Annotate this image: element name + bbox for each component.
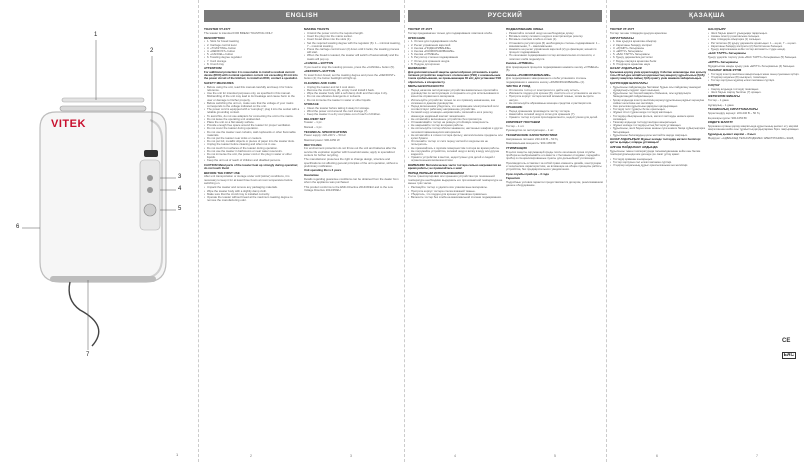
ru-storage-list xyxy=(506,110,603,120)
en-part: • 1. Slots for bread toasting xyxy=(204,40,301,43)
en-first-use-list xyxy=(204,186,301,202)
ru-toasting-step: • Вставьте вилку сетевого шнура в электрическую розетку. xyxy=(506,35,603,38)
en-specs-title: TECHNICAL SPECIFICATIONS xyxy=(304,129,348,134)
en-safety-item: • Do not use the toaster near curtains, wall cupboards or other flammable materials. xyxy=(204,131,301,137)
en-part: • 3. «TOASTING» button xyxy=(204,47,301,50)
fold-line xyxy=(198,0,199,462)
cover-panel xyxy=(0,0,196,462)
en-part: • 4. «DEFROST» button xyxy=(204,50,301,53)
ru-delivery-title: КОМПЛЕКТ ПОСТАВКИ xyxy=(506,119,541,124)
en-recycling-text: For environment protection do not throw out the unit and batteries after the service life expiration together with household waste; apply to specialized centers for further recycling. xyxy=(304,146,397,157)
en-toasting-step: • Set the required toasting degree with the regulator (6): 1 – minimal toasting, 7 – maximal toasting. xyxy=(304,42,401,48)
ru-first-use-step: • Распакуйте тостер и удалите все упаковочные материалы. xyxy=(408,186,505,189)
en-parts-list xyxy=(204,40,301,66)
en-page-number-right: 3 xyxy=(350,454,352,458)
ru-safety-item: • Не вставляйте в отсеки тостера фольгу, металлические предметы или куски бумаги. xyxy=(408,134,505,140)
eac-mark: EAC xyxy=(783,352,795,358)
kz-first-use-step: • Үгінділер науасының дұрыс орнатылғанына көз жеткізіңіз. xyxy=(610,164,707,167)
en-toasting-step: • Press the carriage control lever (2) down until it locks; the toasting process will start. xyxy=(304,48,401,54)
en-safety-item: • Before using the unit, read this manual carefully and keep it for future reference. xyxy=(204,86,301,92)
en-toasting-list xyxy=(304,32,401,61)
ru-guarantee-title: Гарантия xyxy=(506,176,520,181)
en-safety-item: • Do not touch hot surfaces of the toaster during operation. xyxy=(204,147,301,150)
kz-defrost-text: Мұздатылған нанды қуыру үшін «ЕРІТУ» батырмасын (4) басыңыз. xyxy=(708,63,796,68)
english-col-left xyxy=(204,27,301,204)
en-part: • 5. «CANCEL» button xyxy=(204,53,301,56)
brand-logo: VITEK xyxy=(51,118,86,130)
kz-part: • 2. Каретканы басқару иінтірегі xyxy=(610,44,707,47)
en-safety-item: • Provide enough free space around the toaster for proper ventilation. xyxy=(204,124,301,127)
kz-toasting-step: • Нан тілімдерін ойықтарға (1) салыңыз. xyxy=(708,38,805,41)
kz-model-title: ТОСТЕР VT-1577 xyxy=(610,27,635,32)
ru-specs-title: ТЕХНИЧЕСКИЕ ХАРАКТЕРИСТИКИ xyxy=(506,132,558,137)
en-cleaning-step: • Do not immerse the toaster in water or other liquids. xyxy=(304,99,401,102)
kz-intro: Тостер тек нан тілімдерін қуыруға арналған. xyxy=(610,30,668,35)
kz-toasting-step: • Желі бауын қажетті ұзындыққа тарқатыңыз. xyxy=(708,32,805,35)
en-safety-item: • Do not immerse the unit, the power cord or the plug in water or other liquids. xyxy=(204,153,301,159)
en-cleaning-title: CLEANING AND CARE xyxy=(304,80,337,85)
en-storage-list xyxy=(304,107,401,117)
callout-4: 4 xyxy=(178,186,182,192)
en-safety-list xyxy=(204,86,301,163)
en-safety-item: • Do not use the toaster in bathrooms or near water reservoirs. xyxy=(204,150,301,153)
en-first-use-text: After unit transportation or storage under cold (winter) conditions, it is necessary to keep it for at least three hours at room temperature before switching on. xyxy=(204,174,293,185)
kz-safety-item: • Құрылғыны пайдалануды бастамас бұрын осы пайдалану жөніндегі нұсқаулықты мұқият оқып шығыңыз. xyxy=(610,86,707,92)
en-safety-item: • Do not leave the operating unit unattended. xyxy=(204,118,301,121)
ru-safety-item: • Перед началом эксплуатации устройства внимательно прочитайте руководство по эксплуатации и сохраните его для использования в качестве справочного материала. xyxy=(408,89,505,99)
kz-page-number-left: 6 xyxy=(656,454,658,458)
kz-part: • 5. «БАС ТАРТУ» батырмасы xyxy=(610,53,707,56)
kz-storage-step: • Сақтау алдында тостерді тазалаңыз. xyxy=(708,88,805,91)
english-panel xyxy=(200,0,404,462)
ru-toasting-list xyxy=(506,32,603,61)
en-safety-item: • Do not put foil, metallic objects or pieces of paper into the toaster slots. xyxy=(204,140,301,143)
kz-recycling-text: Қоршаған ортаны қорғау мақсатында құрылғының қызмет ету мерзімі аяқталғаннан кейін оны тұрмыстық қалдықтармен бірге лақтырмаңыз. xyxy=(708,123,800,132)
power-cord xyxy=(69,282,99,346)
kz-storage-title: САҚТАУ xyxy=(708,82,720,87)
en-cancel-title: «CANCEL» BUTTON xyxy=(304,61,334,65)
kazakh-col-left xyxy=(610,27,707,168)
russian-col-right xyxy=(506,27,603,189)
kz-toasting-step: • Ашаны электр розеткасына салыңыз. xyxy=(708,35,805,38)
kz-cleaning-list xyxy=(708,73,805,83)
ru-safety-list xyxy=(408,89,505,163)
ru-safety-item: • Перед включением убедитесь, что напряжение электрической сети соответствует рабочему напряжению устройства. xyxy=(408,105,505,111)
ru-cleaning-step: • Не используйте абразивные моющие средства и растворители. xyxy=(506,102,603,105)
en-toasting-step: • Insert bread slices into the slots (1). xyxy=(304,38,401,41)
ru-delivery-item: Тостер – 1 шт. xyxy=(506,123,525,128)
kz-first-use-text: Құрылғыны төмен температурада тасымалдағаннан кейін оны бөлме температурасында кем дегенде үш сағат ұстау қажет. xyxy=(610,148,701,157)
en-first-use-step: • Unpack the toaster and remove any packaging materials. xyxy=(204,186,301,189)
en-safety-item: • Do not put the toaster near sinks or cookers. xyxy=(204,137,301,140)
kz-first-use-step: • Тостерді орамнан шығарыңыз. xyxy=(610,158,707,161)
carriage-lever xyxy=(144,150,158,157)
en-delivery-item: Manual – 1 pc. xyxy=(304,124,323,129)
kz-safety-list xyxy=(610,86,707,137)
en-description-title: DESCRIPTION xyxy=(204,35,225,40)
kz-cancel-title: «БАС ТАРТУ» батырмасы xyxy=(708,51,747,56)
kz-part: • 3. «ҚУЫРУ» батырмасы xyxy=(610,47,707,50)
en-spec: Power supply: 220-240 V ~ 50 Hz xyxy=(304,133,346,138)
ru-safety-item: • Храните устройство в местах, недоступных для детей и людей с ограниченными возможностями. xyxy=(408,156,505,162)
kz-recycling-title: КӘДЕГЕ ЖАРАТУ xyxy=(708,120,734,125)
en-cleaning-step: • Unplug the toaster and let it cool down. xyxy=(304,86,401,89)
callout-1: 1 xyxy=(94,32,98,38)
bread-slot-1 xyxy=(60,106,146,111)
en-safety-item: • Use the unit for intended purposes only, as specified in this manual. Mishandling of the unit may lead to its breakage and cause harm to the user or damage to his/her property. xyxy=(204,92,301,102)
ru-guarantee-text: Подробные условия гарантии предоставляются дилером, реализовавшим данное оборудование. xyxy=(506,179,603,188)
kz-parts-list xyxy=(610,40,707,66)
en-safety-item: • Place the unit on a flat steady surface. xyxy=(204,121,301,124)
ru-defrost-text: Для поджаривания замороженного хлеба установите степень поджаривания и нажмите кнопку «РАЗМОРАЖИВАНИЕ» (4). xyxy=(506,76,587,84)
ru-manufacturer-text: Производитель оставляет за собой право изменять дизайн, конструкцию и технические характеристики, не влияющие на общие принципы работы устройства, без предварительного уведомления. xyxy=(506,160,602,171)
ru-first-use-step: • Убедитесь, что поддон для крошек установлен правильно. xyxy=(408,193,505,196)
ru-delivery-item: Руководство по эксплуатации – 1 шт. xyxy=(506,128,555,133)
kz-toasting-list xyxy=(708,32,805,51)
ru-toasting-step: • Установите регулятором (6) необходимую степень поджаривания: 1 – минимальная, 7 – максимальная. xyxy=(506,42,603,48)
cover-page-number: 1 xyxy=(176,452,179,457)
russian-header: РУССКИЙ xyxy=(408,10,602,22)
en-safety-title: SAFETY MEASURES xyxy=(204,80,234,85)
kz-part: • 7. Бауды сақтауға арналған бөлік xyxy=(610,60,707,63)
ru-first-use-title: ПЕРЕД ПЕРВЫМ ИСПОЛЬЗОВАНИЕМ xyxy=(408,170,464,175)
en-service-life: Unit operating life is 3 years xyxy=(304,168,342,173)
en-attention-text: For additional protection it is reasonable to install a residual current device (RCD) with nominal operation current not exceeding 30 mA into the power circuit of the kitchen; to install an RCD, contact a specialist. xyxy=(204,69,298,81)
ru-caution: ВНИМАНИЕ! Металлические части тостера сильно нагреваются во время работы; не прикасайтесь к ним! xyxy=(408,162,502,171)
kz-part: • 1. Нан қуыруға арналған ойықтар xyxy=(610,40,707,43)
kz-spec: Қоректендіру кернеуі: 220-240 В ~ 50 Гц xyxy=(708,110,760,115)
kz-attention-text: Қосымша қорғау үшін қоректендіру тізбегіне номиналды іске қосылу тоғы 30 мА-ден аспайтын қорғаныстық ажырату құрылғысын (ҚАҚ) орнату мақсатқа лайық; ҚАҚ орнату үшін маманға хабарласыңыз. xyxy=(610,69,707,81)
russian-panel xyxy=(404,0,606,462)
ru-recycling-title: УТИЛИЗАЦИЯ xyxy=(506,145,527,150)
ce-mark: CE xyxy=(782,338,791,344)
kz-toasting-step: • Каретканы басқару иінтірегін (2) бекітілгенше басыңыз. xyxy=(708,45,805,48)
kz-safety-item: • Жұмыс кезінде тостердің ыстық беттерін ұстамаңыз. xyxy=(610,124,707,127)
kz-cleaning-step: • Үгінділер науасын (8) шығарып, тазалаңыз. xyxy=(708,76,805,79)
en-first-use-title: BEFORE THE FIRST USE xyxy=(204,170,240,175)
ru-storage-step: • Храните тостер в сухом прохладном месте, недоступном для детей. xyxy=(506,116,603,119)
kz-safety-item: • Іске қосылған құрылғыны қараусыз қалдырмаңыз. xyxy=(610,105,707,108)
kz-specs-title: ТЕХНИКАЛЫҚ СИПАТТАМАЛАРЫ xyxy=(708,107,758,112)
kz-page-number-right: 7 xyxy=(756,454,758,458)
ru-parts-list xyxy=(408,40,505,66)
en-attention-title: ATTENTION! xyxy=(204,66,222,71)
kz-storage-step: • Желі бауын сақтау бөлігіне (7) ораңыз. xyxy=(708,91,805,94)
en-model-title: TOASTER VT-1577 xyxy=(204,27,231,32)
en-first-use-step: • Wipe the toaster body with a slightly damp cloth. xyxy=(204,190,301,193)
callout-5: 5 xyxy=(178,206,182,212)
en-manufacturer-text: The manufacturer preserves the right to change design, structure and specifications not affecting general principles of the unit operation, without a preliminary notification. xyxy=(304,157,398,168)
ru-service-life: Срок службы прибора – 3 года xyxy=(506,171,549,176)
kz-first-use-list xyxy=(610,158,707,168)
kz-spec: Ең жоғары қуаты: 900-1050 Вт xyxy=(708,115,748,120)
toaster-illustration xyxy=(0,0,196,462)
ru-attention-text: Для дополнительной защиты целесообразно установить в цепи питания устройство защитного отключения (УЗО) с номинальным током срабатывания, не превышающим 30 мА; для установки УЗО обратитесь к специалисту. xyxy=(408,69,502,84)
en-safety-item: • Do not cover the toaster during operation. xyxy=(204,127,301,130)
english-col-right xyxy=(304,27,401,193)
kazakh-header: ҚАЗАҚША xyxy=(610,10,804,22)
kz-toasting-title: НАН ҚУЫРУ xyxy=(708,27,726,32)
en-cleaning-step: • Wipe the toaster body with a soft damp cloth and then wipe it dry. xyxy=(304,92,401,95)
en-cleaning-step: • Do not use abrasive detergents or solvents. xyxy=(304,95,401,98)
ru-part: • 6. Регулятор степени поджаривания xyxy=(408,56,505,59)
callout-3: 3 xyxy=(178,174,182,180)
kz-part: • 4. «ЕРІТУ» батырмасы xyxy=(610,50,707,53)
toasting-degree-knob xyxy=(144,204,156,216)
kz-safety-item: • Тостерді тегіс тұрақты бетке орнатыңыз. xyxy=(610,108,707,111)
ru-cleaning-step: • Извлеките поддон для крошек (8), очистите его и установите на место. xyxy=(506,92,603,95)
kz-delivery-title: ЖЕТКІЗІЛІМ ЖИНАҒЫ xyxy=(708,94,741,99)
en-guarantee-title: Guarantee xyxy=(304,172,319,177)
ru-defrost-title: Кнопка «РАЗМОРАЖИВАНИЕ» xyxy=(506,72,551,77)
kz-safety-item: • Қосар алдында электр желісінің кернеуі құрылғының жұмыс кернеуіне сәйкес келетініне көз жеткізіңіз. xyxy=(610,99,707,105)
kz-first-use-step: • Тостер корпусын сәл ылғал матамен сүртіңіз. xyxy=(610,161,707,164)
en-defrost-text: To toast frozen bread, set the toasting degree and press the «DEFROST» button (4); the button backlight will light up. xyxy=(304,73,396,81)
ru-safety-item: • Не прикасайтесь к горячим поверхностям тостера во время работы. xyxy=(408,147,505,150)
ru-toasting-step: • Вставьте ломтики хлеба в отсеки (1). xyxy=(506,38,603,41)
ru-part: • 7. Отсек для хранения шнура xyxy=(408,60,505,63)
ru-part: • 2. Рычаг управления кареткой xyxy=(408,44,505,47)
en-delivery-item: Toaster – 1 pc. xyxy=(304,120,323,125)
kz-safety-item: • Құрылғыны балалардың қолы жетпейтін жерде сақтаңыз. xyxy=(610,134,707,137)
ru-safety-item: • Отключайте тостер от сети перед чисткой и когда вы им не пользуетесь. xyxy=(408,140,505,146)
ru-cleaning-title: ЧИСТКА И УХОД xyxy=(506,84,531,89)
kz-description-title: СИПАТТАМАСЫ xyxy=(610,35,634,40)
ru-first-use-text: После транспортировки или хранения устройства при пониженной температуре необходимо выдержать его при комнатной температуре не менее трёх часов. xyxy=(408,174,503,185)
callout-7: 7 xyxy=(86,352,90,358)
ru-first-use-list xyxy=(408,186,505,199)
crumb-tray xyxy=(50,276,156,282)
kz-cleaning-step: • Тостер корпусын жұмсақ ылғал матамен сүртіңіз. xyxy=(708,79,805,82)
ru-safety-item: • Не погружайте устройство, сетевой шнур и вилку в воду или другие жидкости. xyxy=(408,150,505,156)
en-delivery-title: DELIVERY SET xyxy=(304,116,326,121)
en-storage-step: • Clean the toaster before taking it away for storage. xyxy=(304,107,401,110)
ru-storage-title: ХРАНЕНИЕ xyxy=(506,105,523,110)
kz-safety-item: • Тостердің ойықтарына фольга, металл заттарды немесе қағаз салмаңыз. xyxy=(610,115,707,121)
ru-part: • 8. Поддон для крошек xyxy=(408,63,505,66)
ru-spec: Напряжение питания: 220-240 В ~ 50 Гц xyxy=(506,136,559,141)
en-part: • 7. Cord storage xyxy=(204,60,301,63)
kz-safety-item: • Құрылғыны, желі бауын және ашаны суға немесе басқа сұйықтықтарға батырмаңыз. xyxy=(610,127,707,133)
kz-toasting-step: • Қуыру аяқталғаннан кейін тостер автоматты түрде өшеді. xyxy=(708,48,805,51)
ru-part: • 4. Кнопка «РАЗМОРАЖИВАНИЕ» xyxy=(408,50,505,53)
en-cleaning-step: • Remove the crumb tray (8), empty it and install it back. xyxy=(304,89,401,92)
ru-safety-item: • Не оставляйте включённое устройство без присмотра. xyxy=(408,118,505,121)
kz-manufacturer-name: Өндіруші: «АДВАНСЕД ТЕХНОЛОДЖИЕС ЭЛЕКТРОНИКС» ЖШҚ xyxy=(708,136,794,141)
en-spec: Maximal power: 900-1050 W xyxy=(304,137,340,142)
kz-first-use-title: АЛҒАШ ПАЙДАЛАНУ АЛДЫНДА xyxy=(610,145,658,150)
en-intro: The toaster is intended FOR BREAD TOASTING ONLY. xyxy=(204,30,274,35)
ru-storage-step: • Перед хранением произведите чистку тостера. xyxy=(506,110,603,113)
russian-col-left xyxy=(408,27,505,200)
ru-toasting-title: ПОДЖАРИВАНИЕ ХЛЕБА xyxy=(506,27,544,32)
kz-cleaning-title: ТАЗАЛАУ ЖӘНЕ КҮТІМ xyxy=(708,68,742,73)
ru-part: • 3. Кнопка «ПОДЖАРИВАНИЕ» xyxy=(408,47,505,50)
kz-caution: НАЗАР АУДАРЫҢЫЗ! Жұмыс кезінде тостердің металл бөліктері қатты қызады; оларды ұстамаңыз! xyxy=(610,137,701,145)
en-storage-title: STORAGE xyxy=(304,101,319,106)
ru-safety-item: • Сетевой шнур оснащён «евровилкой»; включайте её в розетку, имеющую надёжный контакт заземления. xyxy=(408,111,505,117)
ru-model-title: ТОСТЕР VT-1577 xyxy=(408,27,433,32)
ru-safety-item: • Устанавливайте тостер на ровную устойчивую поверхность. xyxy=(408,121,505,124)
en-first-use-step: • Make sure that the crumb tray is installed correctly. xyxy=(204,193,301,196)
kz-safety-item: • Тазалар алдында тостерді желіден ажыратыңыз. xyxy=(610,121,707,124)
english-header: ENGLISH xyxy=(204,10,400,22)
ru-attention-title: ВНИМАНИЕ! xyxy=(408,66,427,71)
ru-part: • 5. Кнопка «ОТМЕНА» xyxy=(408,53,505,56)
kz-defrost-title: «ЕРІТУ» батырмасы xyxy=(708,59,739,64)
kz-delivery-item: Тостер – 1 дана xyxy=(708,97,729,102)
ru-spec: Максимальная мощность: 900-1050 Вт xyxy=(506,141,557,146)
ru-toasting-step: • Размотайте сетевой шнур на необходимую длину. xyxy=(506,32,603,35)
ru-page-number-right: 5 xyxy=(554,454,556,458)
ru-cancel-title: Кнопка «ОТМЕНА» xyxy=(506,61,534,65)
en-storage-step: • Wind the power cord around the cord storage (7). xyxy=(304,110,401,113)
kz-safety-title: ҚАУІПСІЗДІК ШАРАЛАРЫ xyxy=(610,80,648,85)
ru-toasting-step: • Нажмите на рычаг управления кареткой (2) до фиксации; начнётся процесс поджаривания. xyxy=(506,48,603,54)
kz-attention-title: НАЗАР АУДАРЫҢЫЗ! xyxy=(610,66,643,71)
kazakh-panel xyxy=(606,0,808,462)
kazakh-col-right xyxy=(708,27,805,142)
ru-part: • 1. Отсеки для поджаривания хлеба xyxy=(408,40,505,43)
ru-safety-item: • Не накрывайте тостер во время работы. xyxy=(408,124,505,127)
kz-service-life: Құралдың қызмет мерзімі – 3 жыл xyxy=(708,131,756,136)
en-cancel-text: If you need to stop the toasting process, press the «CANCEL» button (5). xyxy=(304,64,395,69)
kz-storage-list xyxy=(708,88,805,94)
ru-cleaning-step: • Протрите корпус тостера мягкой влажной тканью, затем вытрите насухо. xyxy=(506,95,603,101)
en-toasting-title: MAKING TOASTS xyxy=(304,27,330,32)
kz-toasting-step: • Реттегішпен (6) қуыру дәрежесін орнатыңыз: 1 – ең аз, 7 – ең көп. xyxy=(708,42,805,45)
callout-2: 2 xyxy=(150,48,154,54)
en-safety-item: • Keep the unit out of reach of children and disabled persons. xyxy=(204,159,301,162)
kz-part: • 6. Қуыру дәрежесінің реттегіші xyxy=(610,56,707,59)
ru-safety-title: МЕРЫ БЕЗОПАСНОСТИ xyxy=(408,84,444,89)
en-safety-item: • To avoid fire, do not use adapters for connecting the unit to the mains. xyxy=(204,115,301,118)
ru-cancel-text: Для прекращения процесса поджаривания нажмите кнопку «ОТМЕНА» (5). xyxy=(506,64,599,72)
en-toasting-step: • Insert the plug into the mains socket. xyxy=(304,35,401,38)
ru-first-use-step: • Включите тостер без хлеба на максимальной степени поджаривания. xyxy=(408,196,505,199)
ru-description-title: ОПИСАНИЕ xyxy=(408,35,426,40)
en-first-use-step: • Operate the toaster without bread at the maximum toasting degree to remove the manufacturing odor. xyxy=(204,196,301,202)
en-safety-item: • Unplug the toaster before cleaning and when not in use. xyxy=(204,143,301,146)
en-page-number-left: 2 xyxy=(250,454,252,458)
en-recycling-title: RECYCLING xyxy=(304,142,322,147)
en-conformity: This product conforms to the EMC-Directive 2014/30/EU and to the Low Voltage Directive 2014/35/EU. xyxy=(304,184,393,192)
bread-slot-2 xyxy=(62,98,144,102)
ru-safety-item: • Используйте устройство только по его прямому назначению, как изложено в данном руководстве. xyxy=(408,99,505,105)
kz-safety-item: • Құрылғыны тек тікелей мақсаты бойынша, осы нұсқаулықта баяндалғандай пайдаланыңыз. xyxy=(610,92,707,98)
ru-storage-step: • Намотайте сетевой шнур в отсек для хранения (7). xyxy=(506,113,603,116)
en-part: • 2. Carriage control lever xyxy=(204,44,301,47)
en-safety-item: • The power cord is equipped with a "europlug"; plug it into the socket with a reliable grounding contact. xyxy=(204,108,301,114)
ru-recycling-text: В целях защиты окружающей среды после окончания срока службы прибора не выбрасывайте его вместе с бытовыми отходами, передайте прибор в специализированные пункты для дальнейшей утилизации. xyxy=(506,149,600,160)
en-toasting-step: • Unwind the power cord to the required length. xyxy=(304,32,401,35)
en-cleaning-list xyxy=(304,86,401,102)
ru-toasting-step: • По окончании поджаривания тостер автоматически отключится, и ломтики хлеба поднимутся. xyxy=(506,54,603,60)
kz-delivery-item: Нұсқаулық – 1 дана xyxy=(708,102,734,107)
callout-6: 6 xyxy=(16,224,20,230)
en-caution: CAUTION! Metal parts of the toaster heat up strongly during operation; do not touch them! xyxy=(204,162,299,171)
kz-cleaning-step: • Тостерді электр желісінен ажыратыңыз және оның суығанын күтіңіз. xyxy=(708,73,805,76)
ru-intro: Тостер предназначен только для поджаривания ломтиков хлеба. xyxy=(408,30,493,35)
en-guarantee-text: Details regarding guarantee conditions can be obtained from the dealer from whom the appliance was purchased. xyxy=(304,176,399,184)
kz-safety-item: • Жұмыс істеп тұрған кезде тостерді жаппаңыз. xyxy=(610,111,707,114)
ru-cleaning-list xyxy=(506,89,603,105)
en-safety-item: • Before switching the unit on, make sure that the voltage of your mains corresponds to the voltage indicated on the unit. xyxy=(204,102,301,108)
kz-part: • 8. Үгінділерге арналған науа xyxy=(610,63,707,66)
kz-cancel-text: Қуыру үдерісін тоқтату үшін «БАС ТАРТУ» батырмасын (5) басыңыз. xyxy=(708,55,797,60)
en-part: • 8. Crumb tray xyxy=(204,63,301,66)
ru-page-number-left: 4 xyxy=(454,454,456,458)
control-strip xyxy=(140,160,160,230)
cancel-button xyxy=(147,187,153,193)
ru-cleaning-step: • Отключите тостер от электросети и дайте ему остыть. xyxy=(506,89,603,92)
en-part: • 6. Toasting degree regulator xyxy=(204,56,301,59)
en-storage-step: • Keep the toaster in a dry cool place out of reach of children. xyxy=(304,113,401,116)
en-defrost-title: «DEFROST» BUTTON xyxy=(304,69,335,74)
en-toasting-step: • When the bread is toasted, the toaster will switch off automatically and the toasts will pop up. xyxy=(304,54,401,60)
ru-first-use-step: • Протрите корпус тостера слегка влажной тканью. xyxy=(408,190,505,193)
defrost-button xyxy=(147,175,153,181)
ru-safety-item: • Не используйте тостер вблизи занавесок, настенных шкафов и других легковоспламеняющихся материалов. xyxy=(408,127,505,133)
